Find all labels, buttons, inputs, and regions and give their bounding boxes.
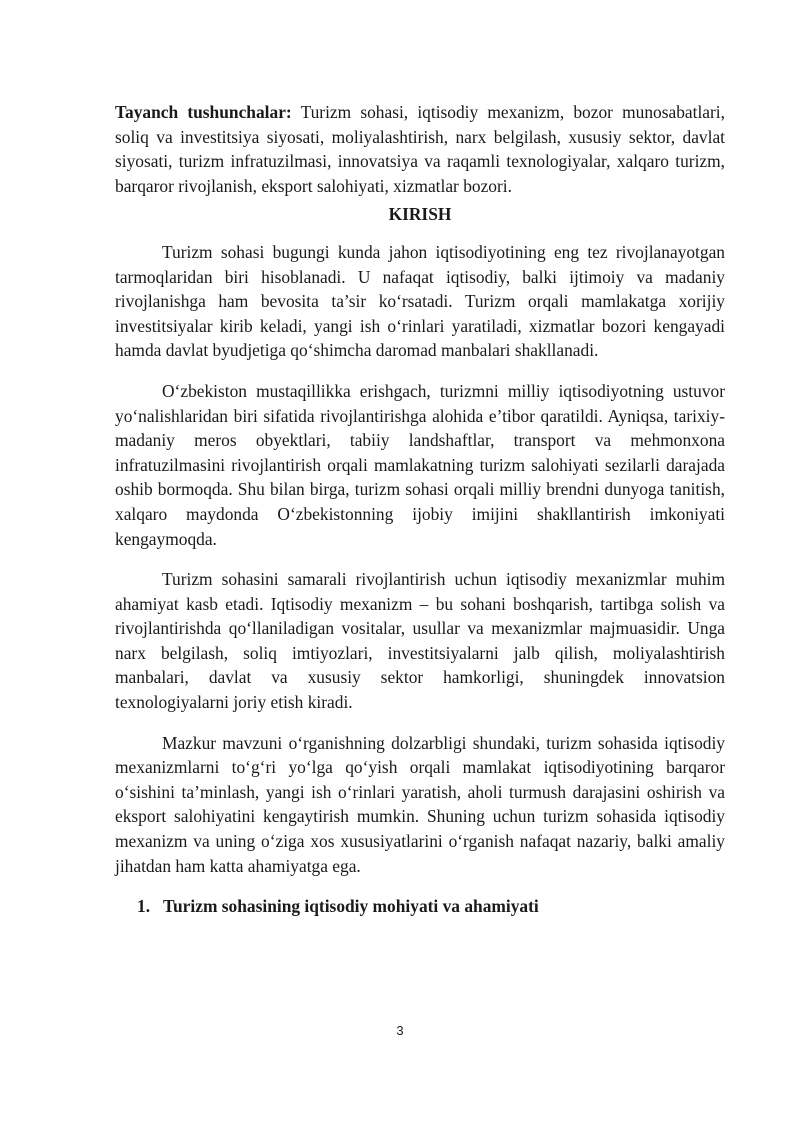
intro-heading: KIRISH [388, 204, 452, 225]
keywords-label: Tayanch tushunchalar: [115, 102, 292, 122]
keywords-paragraph [115, 100, 725, 198]
paragraph-2: Oʻzbekiston mustaqillikka erishgach, turizmni milliy iqtisodiyotning ustuvor yoʻnalishlaridan biri sifatida rivojlantirishga alohida e’tibor qaratildi. Ayniqsa, tarixiy-madaniy meros obyektlari, tabiiy landshaftlar, transport va mehmonxona infratuzilmasini rivojlantirish orqali mamlakatning turizm salohiyati sezilarli darajada oshib bormoqda. Shu bilan birga, turizm sohasi orqali milliy brendni dunyoga tanitish, xalqaro maydonda Oʻzbekistonning ijobiy imijini shakllantirish imkoniyati kengaymoqda. [115, 380, 725, 549]
section-heading [115, 894, 725, 919]
section-title: Turizm sohasining iqtisodiy mohiyati va ahamiyati [163, 896, 539, 917]
paragraph-4: Mazkur mavzuni oʻrganishning dolzarbligi shundaki, turizm sohasida iqtisodiy mexanizmlarni toʻgʻri yoʻlga qoʻyish orqali mamlakat iqtisodiyotining barqaror oʻsishini ta’minlash, yangi ish oʻrinlari yaratish, aholi turmush darajasini oshirish va eksport salohiyatini kengaytirish mumkin. Shuning uchun turizm sohasida iqtisodiy mexanizm va uning oʻziga xos xususiyatlarini oʻrganish nafaqat nazariy, balki amaliy jihatdan ham katta ahamiyatga ega. [115, 732, 725, 876]
document-page [115, 100, 725, 919]
paragraph-1: Turizm sohasi bugungi kunda jahon iqtisodiyotining eng tez rivojlanayotgan tarmoqlaridan biri hisoblanadi. U nafaqat iqtisodiy, balki ijtimoiy va madaniy rivojlanishga ham bevosita ta’sir koʻrsatadi. Turizm orqali mamlakatga xorijiy investitsiyalar kirib keladi, yangi ish oʻrinlari yaratiladi, xizmatlar bozori kengayadi hamda davlat byudjetiga qoʻshimcha daromad manbalari shakllanadi. [115, 241, 725, 361]
keywords-text: Turizm sohasi, iqtisodiy mexanizm, bozor munosabatlari, soliq va investitsiya siyosati, moliyalashtirish, narx belgilash, xususiy sektor, davlat siyosati, turizm infratuzilmasi, innovatsiya va raqamli texnologiyalar, xalqaro turizm, barqaror rivojlanish, eksport salohiyati, xizmatlar bozori. [115, 102, 725, 196]
page-number: 3 [396, 1023, 404, 1038]
paragraph-3: Turizm sohasini samarali rivojlantirish uchun iqtisodiy mexanizmlar muhim ahamiyat kasb etadi. Iqtisodiy mexanizm – bu sohani boshqarish, tartibga solish va rivojlantirishda qoʻllaniladigan vositalar, usullar va mexanizmlar majmuasidir. Unga narx belgilash, soliq imtiyozlari, investitsiyalarni jalb qilish, moliyalashtirish manbalari, davlat va xususiy sektor hamkorligi, shuningdek innovatsion texnologiyalarni joriy etish kiradi. [115, 569, 725, 713]
section-number: 1. [137, 896, 151, 917]
